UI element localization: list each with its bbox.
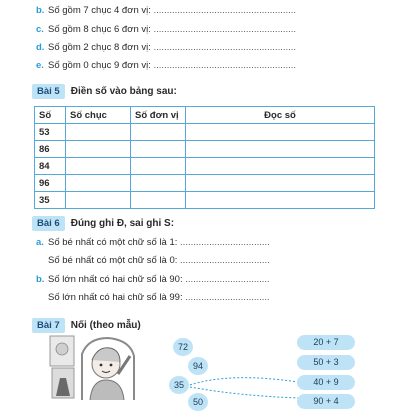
item-text: Số gồm 7 chục 4 đơn vị: bbox=[48, 5, 154, 16]
answer-blank[interactable]: ...................................................... bbox=[153, 60, 297, 71]
exercise-badge: Bài 7 bbox=[32, 318, 65, 333]
expression-pill[interactable]: 40 + 9 bbox=[297, 375, 355, 390]
exercise-title: Điền số vào bảng sau: bbox=[70, 86, 177, 97]
number-bubble[interactable]: 35 bbox=[169, 376, 189, 394]
row-number: 35 bbox=[35, 192, 66, 209]
row-number: 96 bbox=[35, 175, 66, 192]
item-letter: b. bbox=[36, 5, 45, 16]
item-text: Số gồm 8 chục 6 đơn vị: bbox=[48, 24, 154, 35]
row-number: 86 bbox=[35, 141, 66, 158]
answer-blank[interactable]: .................................. bbox=[180, 237, 270, 248]
header-so: Số bbox=[35, 107, 66, 124]
item-letter: e. bbox=[36, 60, 44, 71]
answer-blank[interactable]: .................................. bbox=[180, 255, 270, 266]
row-number: 84 bbox=[35, 158, 66, 175]
item-text: Số lớn nhất có hai chữ số là 90: bbox=[48, 274, 186, 285]
item-letter: b. bbox=[36, 274, 45, 285]
item-text: Số bé nhất có một chữ số là 0: bbox=[48, 255, 181, 266]
answer-blank[interactable]: ...................................................... bbox=[153, 24, 297, 35]
header-doc-so: Đọc số bbox=[186, 107, 375, 124]
number-bubble[interactable]: 94 bbox=[188, 357, 208, 375]
exercise-title: Nối (theo mẫu) bbox=[70, 320, 141, 331]
expression-pill[interactable]: 50 + 3 bbox=[297, 355, 355, 370]
exercise-badge: Bài 6 bbox=[32, 216, 65, 231]
item-text: Số bé nhất có một chữ số là 1: bbox=[48, 237, 181, 248]
header-so-chuc: Số chục bbox=[66, 107, 131, 124]
item-letter: a. bbox=[36, 237, 44, 248]
item-text: Số lớn nhất có hai chữ số là 99: bbox=[48, 292, 186, 303]
item-text: Số gồm 0 chục 9 đơn vị: bbox=[48, 60, 154, 71]
answer-blank[interactable]: ...................................................... bbox=[153, 42, 297, 53]
row-number: 53 bbox=[35, 124, 66, 141]
item-letter: c. bbox=[36, 24, 44, 35]
number-bubble[interactable]: 50 bbox=[188, 393, 208, 411]
exercise-badge: Bài 5 bbox=[32, 84, 65, 99]
item-text: Số gồm 2 chục 8 đơn vị: bbox=[48, 42, 154, 53]
answer-blank[interactable]: ................................ bbox=[185, 274, 270, 285]
expression-pill[interactable]: 90 + 4 bbox=[297, 394, 355, 409]
item-letter: d. bbox=[36, 42, 45, 53]
answer-blank[interactable]: ................................ bbox=[185, 292, 270, 303]
header-so-don-vi: Số đơn vị bbox=[131, 107, 186, 124]
answer-blank[interactable]: ...................................................... bbox=[153, 5, 297, 16]
exercise-title: Đúng ghi Đ, sai ghi S: bbox=[70, 218, 175, 229]
number-bubble[interactable]: 72 bbox=[173, 338, 193, 356]
expression-pill[interactable]: 20 + 7 bbox=[297, 335, 355, 350]
